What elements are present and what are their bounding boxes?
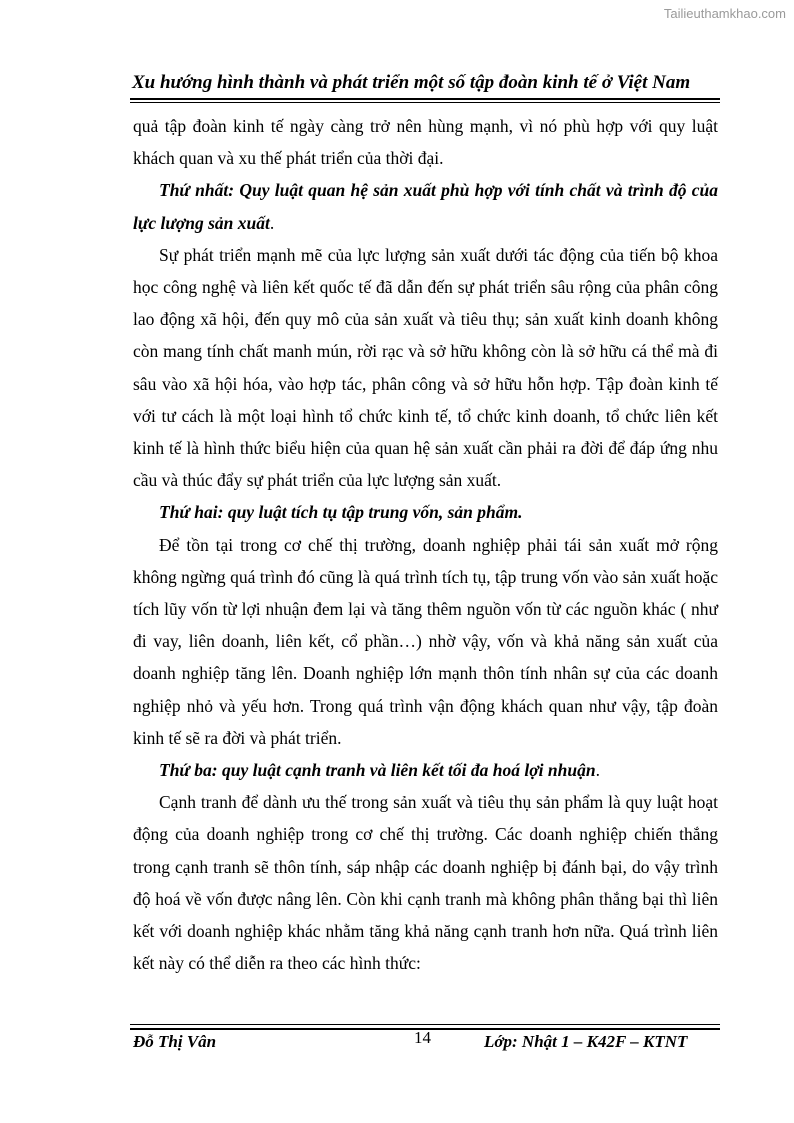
footer-class-info: Lớp: Nhật 1 – K42F – KTNT xyxy=(484,1032,688,1051)
header-divider xyxy=(130,98,720,100)
page-number: 14 xyxy=(414,1028,431,1047)
footer-author: Đỗ Thị Vân xyxy=(133,1032,217,1051)
paragraph-third-law: Cạnh tranh để dành ưu thế trong sản xuất và tiêu thụ sản phẩm là quy luật hoạt động của doanh nghiệp trong cơ chế thị trường. Các doanh nghiệp chiến thắng trong cạnh tranh sẽ thôn tính, sáp nhập các doanh nghiệp bị đánh bại, do vậy trình độ hoá về vốn được nâng lên. Còn khi cạnh tranh mà không phân thắng bại thì liên kết với doanh nghiệp khác nhằm tăng khả năng cạnh tranh hơn nữa. Quá trình liên kết này có thể diễn ra theo các hình thức: xyxy=(133,792,718,974)
paragraph-intro-continuation: quả tập đoàn kinh tế ngày càng trở nên hùng mạnh, vì nó phù hợp với quy luật khách quan và xu thế phát triển của thời đại. xyxy=(133,116,718,169)
section-heading-first xyxy=(133,174,718,238)
section-heading-second: Thứ hai: quy luật tích tụ tập trung vốn, sản phẩm. xyxy=(159,502,523,523)
footer-divider-thin xyxy=(130,1024,720,1025)
header-divider-thin xyxy=(130,102,720,103)
watermark-text: Tailieuthamkhao.com xyxy=(663,6,786,21)
heading-third-period: . xyxy=(595,760,600,781)
heading-third-text: Thứ ba: quy luật cạnh tranh và liên kết tối đa hoá lợi nhuận xyxy=(159,760,596,781)
heading-first-text: Thứ nhất: Quy luật quan hệ sản xuất phù hợp với tính chất và trình độ của lực lượng sản xuất xyxy=(133,180,718,233)
document-body xyxy=(133,110,718,979)
heading-first-period: . xyxy=(269,212,275,233)
paragraph-first-law: Sự phát triển mạnh mẽ của lực lượng sản xuất dưới tác động của tiến bộ khoa học công nghệ và liên kết quốc tế đã dẫn đến sự phát triển sâu rộng của phân công lao động xã hội, đến quy mô của sản xuất và tiêu thụ; sản xuất kinh doanh không còn mang tính chất manh mún, rời rạc và sở hữu không còn là sở hữu cá thể mà đi sâu vào xã hội hóa, vào hợp tác, phân công và sở hữu hỗn hợp. Tập đoàn kinh tế với tư cách là một loại hình tổ chức kinh tế, tổ chức kinh doanh, tổ chức liên kết kinh tế là hình thức biểu hiện của quan hệ sản xuất cần phải ra đời để đáp ứng nhu cầu và thúc đẩy sự phát triển của lực lượng sản xuất. xyxy=(133,244,718,491)
paragraph-second-law: Để tồn tại trong cơ chế thị trường, doanh nghiệp phải tái sản xuất mở rộng không ngừng quá trình đó cũng là quá trình tích tụ, tập trung vốn vào sản xuất hoặc tích lũy vốn từ lợi nhuận đem lại và tăng thêm nguồn vốn từ các nguồn khác ( như đi vay, liên doanh, liên kết, cổ phần…) nhờ vậy, vốn và khả năng sản xuất của doanh nghiệp tăng lên. Doanh nghiệp lớn mạnh thôn tính nhân sự của các doanh nghiệp nhỏ và yếu hơn. Trong quá trình vận động khách quan như vậy, tập đoàn kinh tế sẽ ra đời và phát triển. xyxy=(133,534,718,748)
page-header-title: Xu hướng hình thành và phát triển một số tập đoàn kinh tế ở Việt Nam xyxy=(132,72,691,93)
section-heading-third xyxy=(133,754,718,786)
